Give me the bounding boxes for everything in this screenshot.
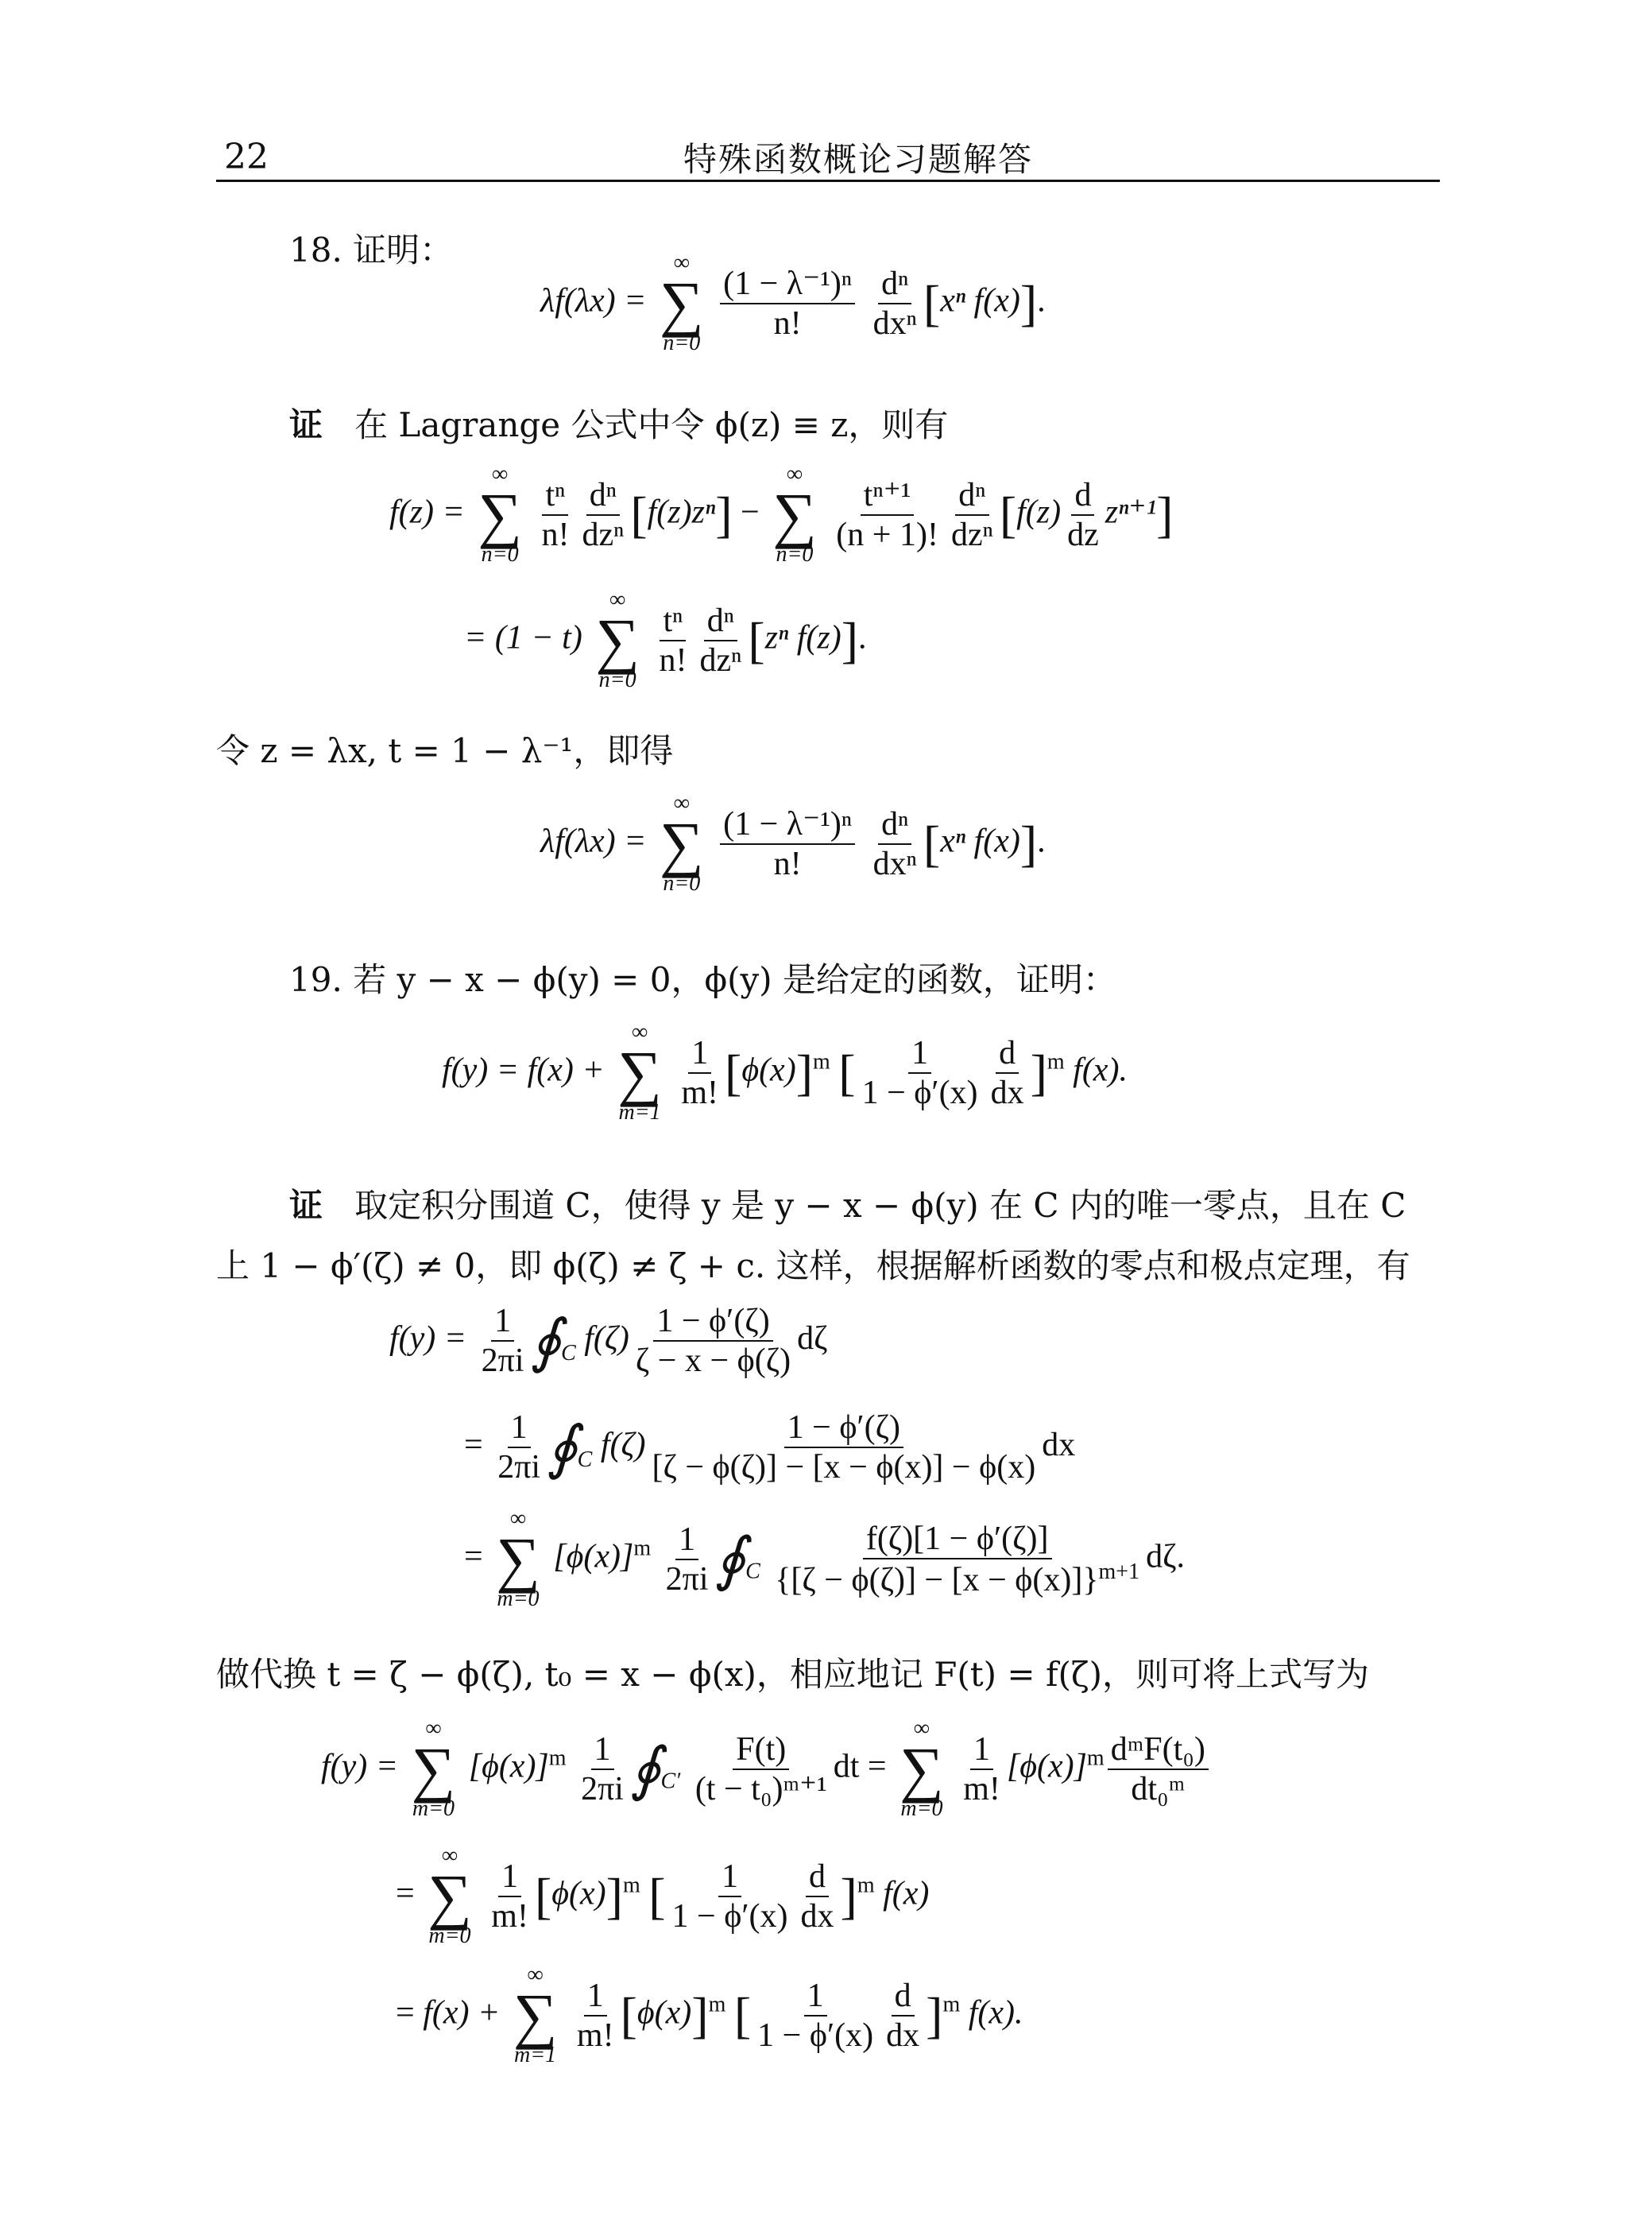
header-rule [216, 180, 1440, 182]
page-number: 22 [224, 137, 269, 177]
problem-19-heading [289, 954, 1116, 1001]
problem-title: 证明： [353, 231, 454, 269]
running-title: 特殊函数概论习题解答 [683, 140, 1034, 179]
equation-final-1: f(y) = ∞ ∑ m=0 $[\phi(x)]^m$ $\frac{1}{2\pi i}$ $∮_{C'}$ $\frac{F(t)}{\text{(t − t₀)ᵐ⁺¹}}$ dt = ∞ ∑ m=0 $\frac{1}{m!}$ $[\phi(x)]^m$ $\frac{\text{dᵐF(t₀)}}{\text{dt₀ᵐ}}$ [321, 1717, 1212, 1822]
proof-18-intro: 证 在 Lagrange 公式中令 ϕ(z) ≡ z，则有 [289, 405, 949, 444]
problem-number: 19. [289, 960, 342, 999]
equation-18-statement: λf(λx) = ∞ ∑ n=0 $\frac{\text{(1 − λ⁻¹)ⁿ}}{n!}$ $\frac{\text{dⁿ}}{\text{dxⁿ}}$ [xⁿ f(x)]. [540, 250, 1046, 355]
equation-lagrange-2: = (1 − t) ∞ ∑ n=0 $\frac{\text{tⁿ}}{n!}$ $\frac{\text{dⁿ}}{\text{dzⁿ}}$ [zⁿ f(z)]. [464, 587, 867, 692]
equation-contour-3: = ∞ ∑ m=0 $[\phi(x)]^m$ $\frac{1}{2\pi i}$ $∮_C$ $\frac{f(\zeta)[1 - \phi'(\zeta)]}{\{[\zeta - \phi(\zeta)] - [x - \phi(x)]\}^{m+1}}$ dζ. [464, 1506, 1185, 1611]
problem-number: 18. [289, 231, 342, 269]
equation-contour-2: = $\frac{1}{2\pi i}$ $∮_C$ f(ζ) $\frac{1 - \phi'(\zeta)}{[\zeta - \phi(\zeta)] - [x - \phi(x)] - \phi(x)}$ dx [464, 1409, 1076, 1486]
equation-contour-1: f(y) = $\frac{1}{2\pi i}$ $∮_C$ f(ζ) $\frac{1 - \phi'(\zeta)}{\zeta - x - \phi(\zeta)}$ dζ [389, 1303, 828, 1380]
equation-18-result: λf(λx) = ∞ ∑ n=0 $\frac{\text{(1 − λ⁻¹)ⁿ}}{n!}$ $\frac{\text{dⁿ}}{\text{dxⁿ}}$ [xⁿ f(x)]. [540, 791, 1046, 896]
proof-19-line1: 证 取定积分围道 C，使得 y 是 y − x − ϕ(y) 在 C 内的唯一零点，且在 C [289, 1186, 1406, 1225]
problem-title: 若 y − x − ϕ(y) = 0，ϕ(y) 是给定的函数，证明： [353, 960, 1116, 999]
let-substitution-text: 令 z = λx, t = 1 − λ⁻¹，即得 [216, 731, 674, 770]
equation-lagrange-1: f(z) = ∞ ∑ n=0 $\frac{\text{tⁿ}}{n!}$ $\frac{\text{dⁿ}}{\text{dzⁿ}}$ [f(z)zⁿ] − ∞ ∑ n=0 $\frac{\text{tⁿ⁺¹}}{(n + 1)!}$ $\frac{\text{dⁿ}}{\text{dzⁿ}}$ [f(z) $\frac{d}{dz}$ zⁿ⁺¹] [389, 462, 1174, 567]
equation-final-2: = ∞ ∑ m=0 $\frac{1}{m!}$ $[\phi(x)]^m$ [ $\frac{1}{1 - \phi'(x)}$ $\frac{d}{dx}$ ]$^m$ f(x) [396, 1843, 930, 1948]
equation-19-statement: f(y) = f(x) + ∞ ∑ m=1 $\frac{1}{m!}$ $[\phi(x)]^m$ [ $\frac{1}{1 - \phi'(x)}$ $\frac{d}{dx}$ ]$^m$ f(x). [442, 1020, 1128, 1125]
proof-19-line2: 上 1 − ϕ′(ζ) ≠ 0，即 ϕ(ζ) ≠ ζ + c. 这样，根据解析函数的零点和极点定理，有 [216, 1246, 1410, 1285]
problem-18-heading [289, 224, 453, 272]
equation-final-3: = f(x) + ∞ ∑ m=1 $\frac{1}{m!}$ $[\phi(x)]^m$ [ $\frac{1}{1 - \phi'(x)}$ $\frac{d}{dx}$ ]$^m$ f(x). [396, 1962, 1023, 2067]
substitution-text: 做代换 t = ζ − ϕ(ζ), t₀ = x − ϕ(x)，相应地记 F(t) = f(ζ)，则可将上式写为 [216, 1655, 1370, 1694]
